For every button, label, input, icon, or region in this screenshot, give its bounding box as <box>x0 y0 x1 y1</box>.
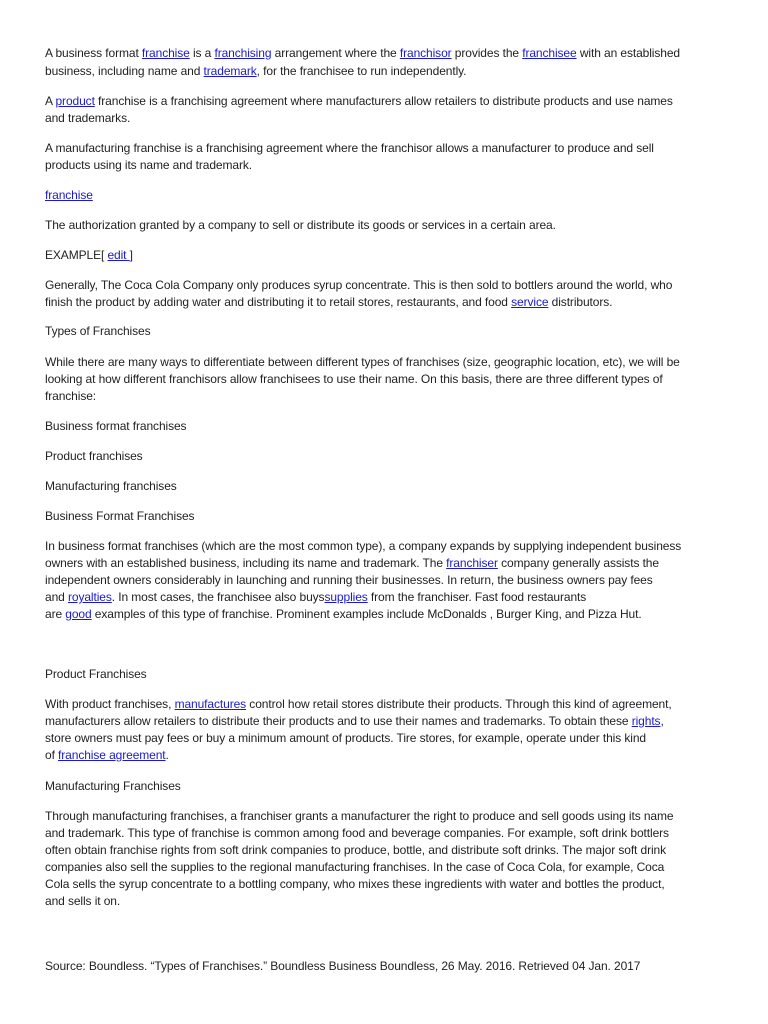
paragraph-mf-line-6: and sells it on. <box>45 894 121 908</box>
text-span: franchise is a franchising agreement where manufacturers allow retailers to distribute products and use names <box>94 94 673 108</box>
paragraph-business-format-line-1 <box>45 45 680 62</box>
paragraph-bff-line-2 <box>45 555 659 572</box>
link-franchise-definition[interactable]: franchise <box>45 188 93 202</box>
paragraph-bff-line-3: independent owners considerably in launching and running their businesses. In return, the business owners pay fees <box>45 573 653 587</box>
text-span: With product franchises, <box>45 697 175 711</box>
text-span: examples of this type of franchise. Prominent examples include McDonalds , Burger King, and Pizza Hut. <box>91 607 642 621</box>
franchise-definition-text: The authorization granted by a company to sell or distribute its goods or services in a certain area. <box>45 218 556 232</box>
text-span: from the franchiser. Fast food restaurants <box>367 590 587 604</box>
link-franchiser[interactable]: franchiser <box>446 556 498 570</box>
paragraph-pf-line-4 <box>45 747 169 764</box>
heading-types-of-franchises: Types of Franchises <box>45 324 151 338</box>
paragraph-coca-cola-line-2 <box>45 294 612 311</box>
source-citation: Source: Boundless. “Types of Franchises.” Boundless Business Boundless, 26 May. 2016. Retrieved 04 Jan. 2017 <box>45 959 641 973</box>
link-franchisee[interactable]: franchisee <box>522 46 577 60</box>
text-span: , <box>660 714 664 728</box>
list-item-business-format: Business format franchises <box>45 419 187 433</box>
text-span: of <box>45 748 59 762</box>
text-span: business, including name and <box>45 64 204 78</box>
text-span: . <box>165 748 169 762</box>
text-span: control how retail stores distribute their products. Through this kind of agreement, <box>246 697 672 711</box>
franchise-definition-link-line <box>45 187 93 204</box>
text-span: with an established <box>576 46 680 60</box>
paragraph-manufacturing-line-2: products using its name and trademark. <box>45 158 252 172</box>
list-item-product: Product franchises <box>45 449 143 463</box>
text-span: distributors. <box>548 295 613 309</box>
link-trademark[interactable]: trademark <box>203 64 257 78</box>
link-product[interactable]: product <box>55 94 95 108</box>
text-span: is a <box>189 46 215 60</box>
paragraph-product-line-1 <box>45 93 673 110</box>
paragraph-pf-line-1 <box>45 696 672 713</box>
paragraph-mf-line-5: Cola sells the syrup concentrate to a bottling company, who mixes these ingredients with water and bottles the product, <box>45 877 665 891</box>
paragraph-pf-line-2 <box>45 713 664 730</box>
text-span: A <box>45 94 56 108</box>
text-span: EXAMPLE[ <box>45 248 108 262</box>
paragraph-business-format-line-2 <box>45 63 466 80</box>
text-span: ] <box>129 248 133 262</box>
paragraph-types-line-2: looking at how different franchisors allow franchisees to use their name. On this basis, there are three different types of <box>45 372 663 386</box>
paragraph-mf-line-4: companies also sell the supplies to the regional manufacturing franchises. In the case of Coca Cola, for example, Coca <box>45 860 665 874</box>
link-service[interactable]: service <box>511 295 549 309</box>
link-manufactures[interactable]: manufactures <box>174 697 247 711</box>
link-rights[interactable]: rights <box>631 714 661 728</box>
text-span: are <box>45 607 66 621</box>
link-franchise-agreement[interactable]: franchise agreement <box>58 748 166 762</box>
text-span: finish the product by adding water and distributing it to retail stores, restaurants, and food <box>45 295 512 309</box>
link-franchisor[interactable]: franchisor <box>399 46 452 60</box>
paragraph-pf-line-3: store owners must pay fees or buy a minimum amount of products. Tire stores, for example, operate under this kind <box>45 731 646 745</box>
heading-business-format-franchises: Business Format Franchises <box>45 509 195 523</box>
link-franchise[interactable]: franchise <box>141 46 190 60</box>
text-span: owners with an established business, including its name and trademark. The <box>45 556 447 570</box>
paragraph-manufacturing-line-1: A manufacturing franchise is a franchising agreement where the franchisor allows a manufacturer to produce and sell <box>45 141 654 155</box>
heading-manufacturing-franchises: Manufacturing Franchises <box>45 779 181 793</box>
text-span: company generally assists the <box>497 556 659 570</box>
text-span: manufacturers allow retailers to distribute their products and to use their names and trademarks. To obtain these <box>45 714 632 728</box>
link-edit[interactable]: edit <box>107 248 130 262</box>
paragraph-bff-line-1: In business format franchises (which are the most common type), a company expands by supplying independent business <box>45 539 682 553</box>
text-span: A business format <box>45 46 142 60</box>
paragraph-bff-line-4 <box>45 589 586 606</box>
link-supplies[interactable]: supplies <box>324 590 368 604</box>
link-good[interactable]: good <box>65 607 92 621</box>
paragraph-mf-line-1: Through manufacturing franchises, a franchiser grants a manufacturer the right to produce and sell goods using its name <box>45 809 674 823</box>
paragraph-mf-line-2: and trademark. This type of franchise is common among food and beverage companies. For example, soft drink bottlers <box>45 826 669 840</box>
link-royalties[interactable]: royalties <box>67 590 112 604</box>
heading-product-franchises: Product Franchises <box>45 667 147 681</box>
list-item-manufacturing: Manufacturing franchises <box>45 479 177 493</box>
text-span: arrangement where the <box>271 46 400 60</box>
text-span: and <box>45 590 68 604</box>
paragraph-coca-cola-line-1: Generally, The Coca Cola Company only produces syrup concentrate. This is then sold to bottlers around the world, who <box>45 278 673 292</box>
paragraph-product-line-2: and trademarks. <box>45 111 131 125</box>
text-span: provides the <box>451 46 523 60</box>
paragraph-mf-line-3: often obtain franchise rights from soft drink companies to produce, bottle, and distribute soft drinks. The major soft drink <box>45 843 667 857</box>
paragraph-bff-line-5 <box>45 606 642 623</box>
paragraph-types-line-1: While there are many ways to differentiate between different types of franchises (size, geographic location, etc), we will be <box>45 355 680 369</box>
example-heading <box>45 247 133 264</box>
paragraph-types-line-3: franchise: <box>45 389 97 403</box>
text-span: . In most cases, the franchisee also buys <box>111 590 325 604</box>
link-franchising[interactable]: franchising <box>214 46 272 60</box>
text-span: , for the franchisee to run independently. <box>256 64 467 78</box>
